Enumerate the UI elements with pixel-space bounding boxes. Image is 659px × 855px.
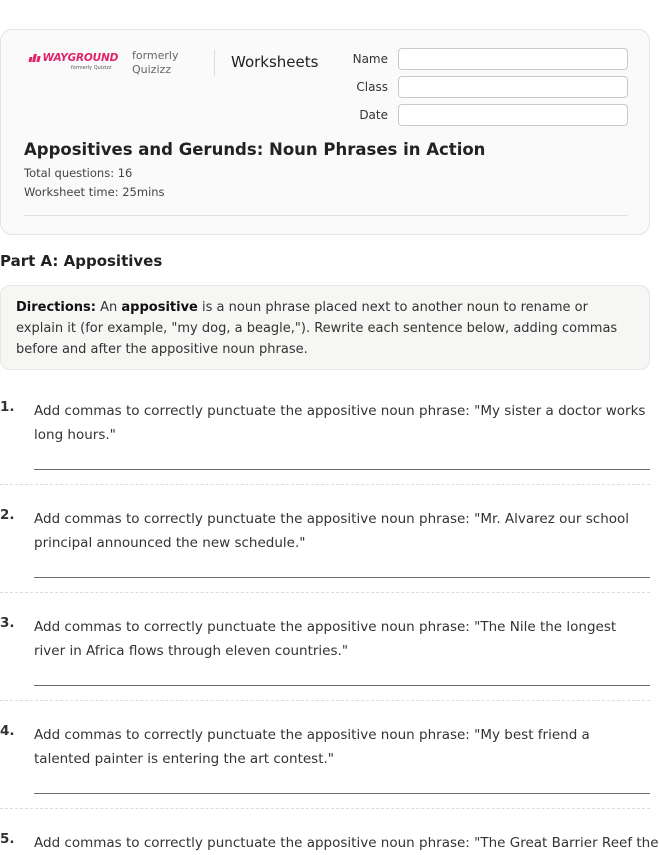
question-text: Add commas to correctly punctuate the appositive noun phrase: "The Great Barrier Reef the <box>34 835 659 851</box>
worksheet-time: Worksheet time: 25mins <box>24 185 165 199</box>
date-label: Date <box>359 108 388 122</box>
part-a-title: Part A: Appositives <box>0 252 163 270</box>
question-number: 2. <box>0 507 15 523</box>
logo-mark-icon <box>29 54 40 62</box>
directions-pre: An <box>95 300 122 315</box>
directions-text: is a noun phrase placed next to another noun to rename or explain it (for example, "my dog, a beagle,"). Rewrite each sentence below, adding commas before and after the appositive noun phrase. <box>16 300 618 357</box>
question-number: 3. <box>0 615 15 631</box>
question-text: Add commas to correctly punctuate the appositive noun phrase: "The Nile the longest river in Africa flows through eleven countries." <box>34 619 617 659</box>
question-item <box>0 723 650 831</box>
question-number: 5. <box>0 831 15 847</box>
worksheet-header <box>0 29 650 235</box>
class-field[interactable] <box>398 76 628 98</box>
question-item <box>0 507 650 615</box>
question-text: Add commas to correctly punctuate the appositive noun phrase: "My best friend a talented painter is entering the art contest." <box>34 727 590 767</box>
logo-subtext: formerly Quizizz <box>71 65 112 71</box>
header-divider <box>214 50 215 76</box>
name-label: Name <box>352 52 388 66</box>
formerly-label: formerly Quizizz <box>132 49 179 76</box>
worksheet-title: Appositives and Gerunds: Noun Phrases in Action <box>24 140 486 159</box>
total-questions: Total questions: 16 <box>24 166 133 180</box>
header-rule <box>24 215 628 216</box>
logo-text: WAYGROUND <box>42 52 119 64</box>
answer-line[interactable] <box>34 793 650 794</box>
question-separator <box>0 700 650 701</box>
question-item <box>0 615 650 723</box>
answer-line[interactable] <box>34 469 650 470</box>
directions-term: appositive <box>121 300 198 315</box>
question-number: 4. <box>0 723 15 739</box>
answer-line[interactable] <box>34 685 650 686</box>
question-text: Add commas to correctly punctuate the appositive noun phrase: "Mr. Alvarez our school principal announced the new schedule." <box>34 511 630 551</box>
wayground-logo <box>29 52 119 71</box>
answer-line[interactable] <box>34 577 650 578</box>
class-label: Class <box>356 80 388 94</box>
section-label: Worksheets <box>231 53 319 71</box>
question-separator <box>0 808 650 809</box>
question-text: Add commas to correctly punctuate the appositive noun phrase: "My sister a doctor works long hours." <box>34 403 646 443</box>
question-separator <box>0 592 650 593</box>
question-item <box>0 831 659 851</box>
question-separator <box>0 484 650 485</box>
directions-label: Directions: <box>16 300 96 315</box>
date-field[interactable] <box>398 104 628 126</box>
directions-box <box>0 285 650 370</box>
name-field[interactable] <box>398 48 628 70</box>
question-number: 1. <box>0 399 15 415</box>
question-item <box>0 399 650 507</box>
